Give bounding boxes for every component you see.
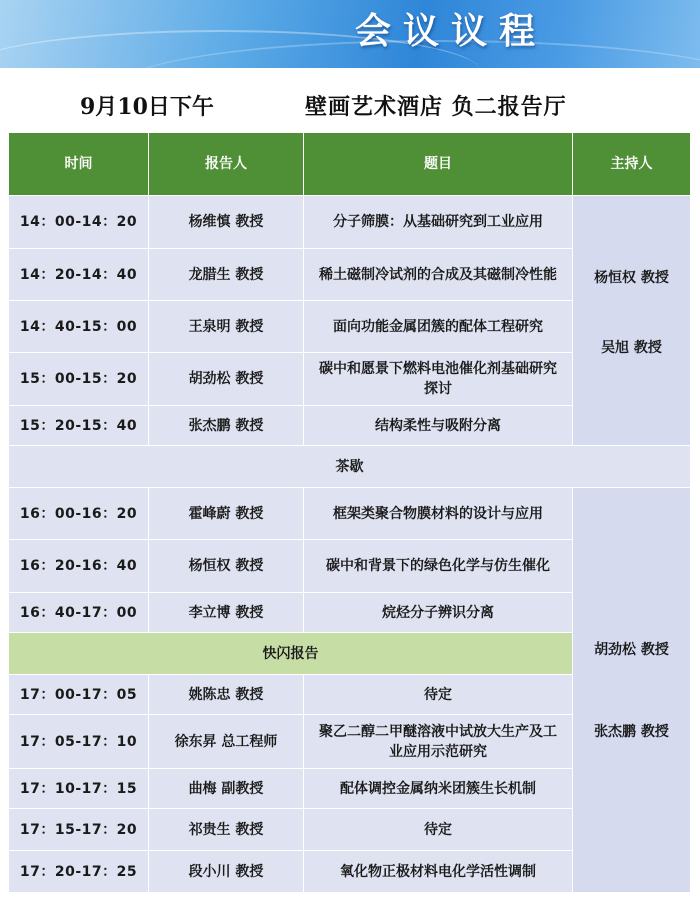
session-hosts bbox=[573, 196, 691, 446]
talk-speaker: 姚陈忠 教授 bbox=[149, 675, 304, 715]
talk-topic: 稀土磁制冷试剂的合成及其磁制冷性能 bbox=[304, 249, 573, 301]
talk-time: 15：00-15：20 bbox=[9, 353, 149, 406]
column-header-speaker: 报告人 bbox=[149, 133, 304, 196]
talk-speaker: 杨维慎 教授 bbox=[149, 196, 304, 249]
talk-topic: 配体调控金属纳米团簇生长机制 bbox=[304, 769, 573, 809]
banner-title: 会议议程 bbox=[355, 10, 548, 52]
talk-speaker: 张杰鹏 教授 bbox=[149, 406, 304, 446]
talk-speaker: 李立博 教授 bbox=[149, 593, 304, 633]
talk-topic: 框架类聚合物膜材料的设计与应用 bbox=[304, 488, 573, 540]
talk-time: 17：00-17：05 bbox=[9, 675, 149, 715]
flash-talks-row: 快闪报告 bbox=[9, 633, 573, 675]
talk-topic: 待定 bbox=[304, 809, 573, 851]
tea-break-row: 茶歇 bbox=[9, 446, 691, 488]
host-name: 胡劲松 教授 bbox=[594, 642, 669, 658]
talk-topic: 结构柔性与吸附分离 bbox=[304, 406, 573, 446]
talk-speaker: 龙腊生 教授 bbox=[149, 249, 304, 301]
talk-speaker: 王泉明 教授 bbox=[149, 301, 304, 353]
talk-topic: 待定 bbox=[304, 675, 573, 715]
talk-speaker: 曲梅 副教授 bbox=[149, 769, 304, 809]
talk-topic: 分子筛膜：从基础研究到工业应用 bbox=[304, 196, 573, 249]
talk-time: 16：00-16：20 bbox=[9, 488, 149, 540]
talk-topic: 碳中和背景下的绿色化学与仿生催化 bbox=[304, 540, 573, 593]
talk-time: 16：20-16：40 bbox=[9, 540, 149, 593]
talk-time: 17：10-17：15 bbox=[9, 769, 149, 809]
talk-speaker: 徐东昇 总工程师 bbox=[149, 715, 304, 769]
session-venue: 壁画艺术酒店 负二报告厅 bbox=[305, 94, 567, 120]
talk-time: 17：20-17：25 bbox=[9, 851, 149, 893]
talk-speaker: 杨恒权 教授 bbox=[149, 540, 304, 593]
session-hosts bbox=[573, 488, 691, 893]
agenda-table bbox=[9, 133, 691, 893]
talk-time: 17：15-17：20 bbox=[9, 809, 149, 851]
talk-time: 15：20-15：40 bbox=[9, 406, 149, 446]
session-date: 9月10日下午 bbox=[80, 94, 214, 120]
session-info bbox=[0, 80, 700, 126]
talk-speaker: 霍峰蔚 教授 bbox=[149, 488, 304, 540]
host-name: 吴旭 教授 bbox=[601, 340, 662, 356]
header-banner bbox=[0, 0, 700, 68]
talk-time: 14：40-15：00 bbox=[9, 301, 149, 353]
talk-topic: 聚乙二醇二甲醚溶液中试放大生产及工业应用示范研究 bbox=[304, 715, 573, 769]
column-header-topic: 题目 bbox=[304, 133, 573, 196]
talk-topic: 碳中和愿景下燃料电池催化剂基础研究探讨 bbox=[304, 353, 573, 406]
host-name: 杨恒权 教授 bbox=[594, 270, 669, 286]
talk-time: 17：05-17：10 bbox=[9, 715, 149, 769]
talk-speaker: 段小川 教授 bbox=[149, 851, 304, 893]
column-header-host: 主持人 bbox=[573, 133, 691, 196]
talk-time: 14：20-14：40 bbox=[9, 249, 149, 301]
host-name: 张杰鹏 教授 bbox=[594, 724, 669, 740]
talk-speaker: 祁贵生 教授 bbox=[149, 809, 304, 851]
talk-topic: 氧化物正极材料电化学活性调制 bbox=[304, 851, 573, 893]
column-header-time: 时间 bbox=[9, 133, 149, 196]
talk-time: 14：00-14：20 bbox=[9, 196, 149, 249]
talk-topic: 烷烃分子辨识分离 bbox=[304, 593, 573, 633]
talk-time: 16：40-17：00 bbox=[9, 593, 149, 633]
talk-topic: 面向功能金属团簇的配体工程研究 bbox=[304, 301, 573, 353]
talk-speaker: 胡劲松 教授 bbox=[149, 353, 304, 406]
